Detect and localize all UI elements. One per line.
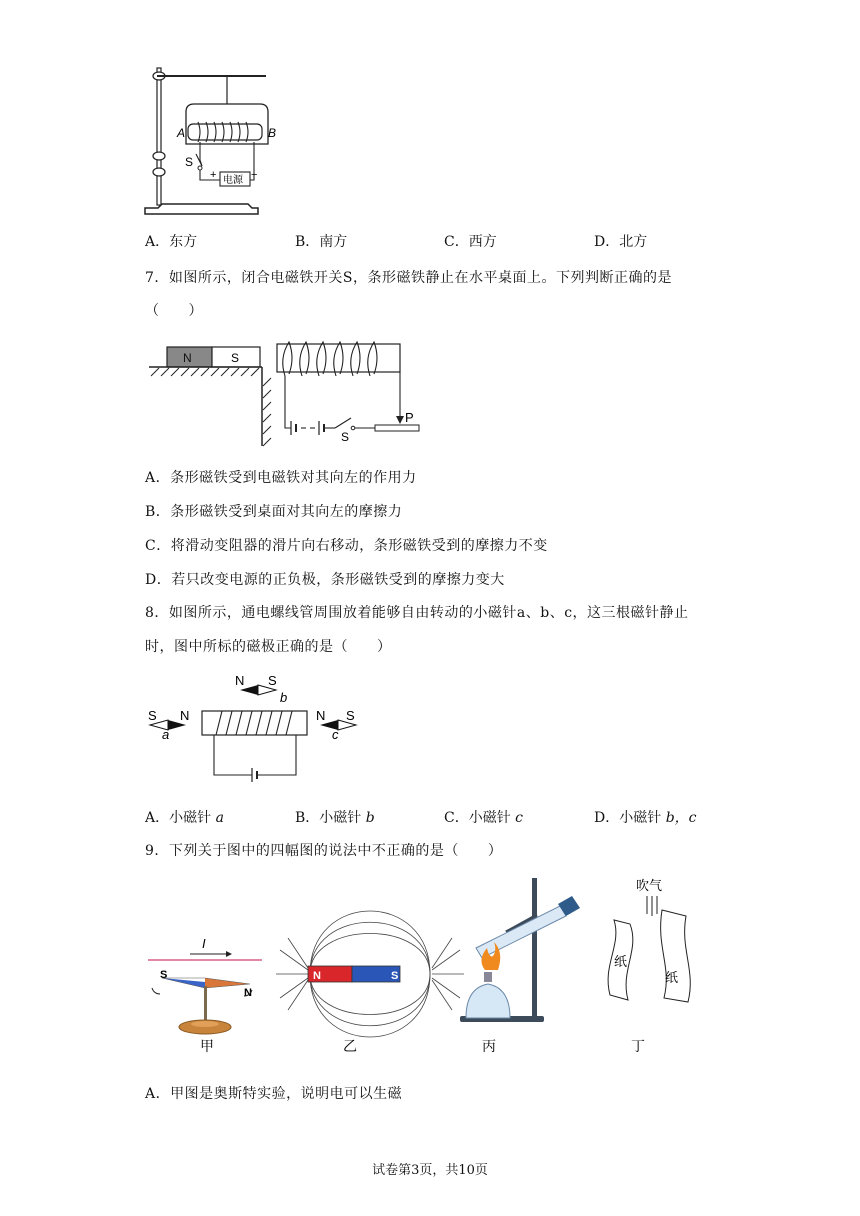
q7-option-c: C．将滑动变阻器的滑片向右移动，条形磁铁受到的摩擦力不变 <box>145 538 548 554</box>
q6-label-b: B <box>268 126 277 140</box>
q7-label-switch: S <box>341 430 350 444</box>
q9-label-blow: 吹气 <box>636 878 663 893</box>
q9-stem: 9．下列关于图中的四幅图的说法中不正确的是（ ） <box>145 843 503 859</box>
q8-label-left-n: N <box>180 708 190 723</box>
q7-label-s: S <box>231 351 240 365</box>
q6-label-plus: + <box>210 169 217 181</box>
q9-label-s: S <box>160 969 168 981</box>
q7-option-d: D．若只改变电源的正负极，条形磁铁受到的摩擦力变大 <box>145 572 505 588</box>
q8-figure <box>140 668 370 783</box>
q6-label-a: A <box>177 126 186 140</box>
q8-stem-line2: 时，图中所标的磁极正确的是（ ） <box>145 639 392 655</box>
q8-label-right-n: N <box>316 708 326 723</box>
q9-label-mag-s: S <box>391 970 399 982</box>
q8-label-top-s: S <box>268 673 277 688</box>
q9-label-current: I <box>202 936 206 951</box>
q8-label-c: c <box>332 727 339 742</box>
q7-figure <box>145 340 430 450</box>
q9-caption-ding: 丁 <box>631 1038 645 1054</box>
q6-figure <box>140 62 275 224</box>
q6-option-c: C．西方 <box>444 234 497 250</box>
q8-label-a: a <box>162 727 170 742</box>
page-footer: 试卷第3页，共10页 <box>372 1163 488 1178</box>
q6-option-a: A．东方 <box>145 234 198 250</box>
q8-option-c: C．小磁针 c <box>444 810 524 826</box>
q8-option-d: D．小磁针 b，c <box>594 810 697 826</box>
q7-label-n: N <box>183 351 192 365</box>
q9-label-paper-left: 纸 <box>614 954 628 969</box>
q7-stem-line2: （ ） <box>145 303 203 319</box>
q9-figure-ding <box>608 878 690 1002</box>
q9-figure-jia <box>148 936 262 1034</box>
q7-stem-line1: 7．如图所示，闭合电磁铁开关S，条形磁铁静止在水平桌面上。下列判断正确的是 <box>145 270 672 286</box>
q8-stem-line1: 8．如图所示，通电螺线管周围放着能够自由转动的小磁针a、b、c，这三根磁针静止 <box>145 605 689 621</box>
q9-label-paper-right: 纸 <box>665 970 679 985</box>
q9-caption-bing: 丙 <box>482 1038 496 1054</box>
q9-label-n: N <box>244 987 252 999</box>
q9-caption-yi: 乙 <box>343 1038 357 1054</box>
q9-caption-jia: 甲 <box>200 1038 214 1054</box>
q6-label-switch: S <box>185 155 194 169</box>
q8-option-a: A．小磁针 a <box>145 810 224 826</box>
q9-option-a: A．甲图是奥斯特实验，说明电可以生磁 <box>145 1086 403 1102</box>
q9-figure-bing <box>460 878 580 1022</box>
q8-label-left-s: S <box>148 708 157 723</box>
q6-option-d: D．北方 <box>594 234 648 250</box>
q9-figures <box>140 870 720 1060</box>
q8-label-b: b <box>280 690 288 705</box>
q7-label-p: P <box>405 410 414 425</box>
q7-option-a: A．条形磁铁受到电磁铁对其向左的作用力 <box>145 470 417 486</box>
q7-option-b: B．条形磁铁受到桌面对其向左的摩擦力 <box>145 504 403 520</box>
q6-option-b: B．南方 <box>295 234 348 250</box>
q9-label-mag-n: N <box>313 970 321 982</box>
q6-label-minus: − <box>251 169 258 181</box>
q8-label-right-s: S <box>346 708 355 723</box>
q6-label-power: 电源 <box>223 175 243 186</box>
q8-label-top-n: N <box>235 673 245 688</box>
q8-option-b: B．小磁针 b <box>295 810 375 826</box>
